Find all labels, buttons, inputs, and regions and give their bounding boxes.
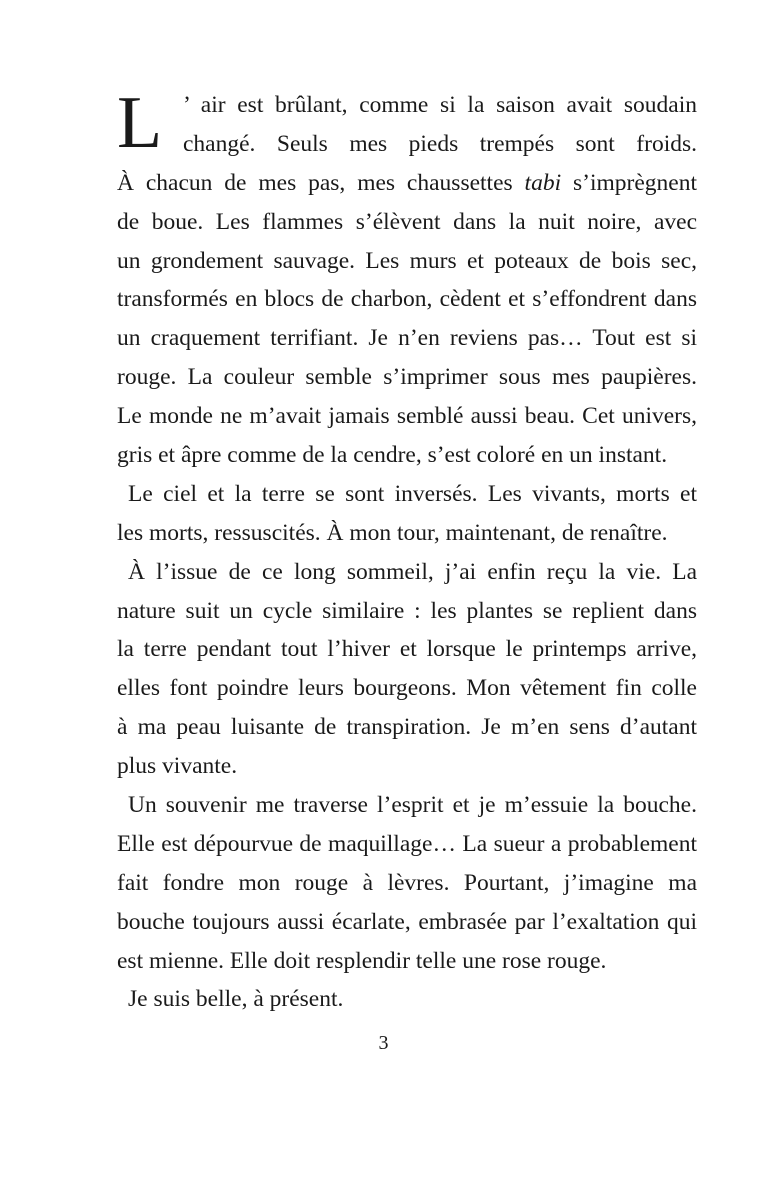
body-text [117,82,697,1019]
text-line: un craquement terrifiant. Je n’en reviens pas… Tout est si [117,325,697,352]
text-line: ’ air est brûlant, comme si la saison avait soudain [183,92,697,118]
text-line: Un souvenir me traverse l’esprit et je m’essuie la bouche. [128,792,697,819]
text-fragment: À chacun de mes pas, mes chaussettes [117,169,525,196]
text-line: transformés en blocs de charbon, cèdent et s’effondrent dans [117,286,697,313]
text-line: À l’issue de ce long sommeil, j’ai enfin reçu la vie. La [128,558,697,585]
text-line: Je suis belle, à présent. [128,986,344,1013]
text-line: gris et âpre comme de la cendre, s’est coloré en un instant. [117,442,668,469]
text-line: est mienne. Elle doit resplendir telle une rose rouge. [117,947,607,974]
text-line: fait fondre mon rouge à lèvres. Pourtant, j’imagine ma [117,869,697,896]
text-line: un grondement sauvage. Les murs et poteaux de bois sec, [117,247,697,274]
text-line: Elle est dépourvue de maquillage… La sueur a probablement [117,830,697,857]
text-line: la terre pendant tout l’hiver et lorsque le printemps arrive, [117,636,697,663]
text-line: plus vivante. [117,753,238,780]
paragraph-3 [117,553,697,786]
text-line: à ma peau luisante de transpiration. Je m’en sens d’autant [117,714,697,741]
text-line: rouge. La couleur semble s’imprimer sous mes paupières. [117,364,697,391]
dropcap-row [117,82,697,164]
text-line: Le ciel et la terre se sont inversés. Les vivants, morts et [128,480,697,507]
text-line: changé. Seuls mes pieds trempés sont froids. [183,130,697,157]
text-line: bouche toujours aussi écarlate, embrasée par l’exaltation qui [117,908,697,935]
paragraph-5 [117,980,697,1019]
italic-word: tabi [524,169,562,196]
text-line: nature suit un cycle similaire : les plantes se replient dans [117,597,697,624]
paragraph-1 [117,82,697,475]
text-line: elles font poindre leurs bourgeons. Mon vêtement fin colle [117,675,697,702]
text-fragment: s’imprègnent [561,169,697,196]
drop-cap: L [117,82,163,164]
text-line: de boue. Les flammes s’élèvent dans la nuit noire, avec [117,208,697,235]
page-number: 3 [378,1032,389,1054]
text-line: Le monde ne m’avait jamais semblé aussi beau. Cet univers, [117,403,697,430]
text-line: les morts, ressuscités. À mon tour, maintenant, de renaître. [117,519,668,546]
paragraph-2 [117,475,697,553]
text-line [117,164,697,203]
paragraph-4 [117,786,697,980]
